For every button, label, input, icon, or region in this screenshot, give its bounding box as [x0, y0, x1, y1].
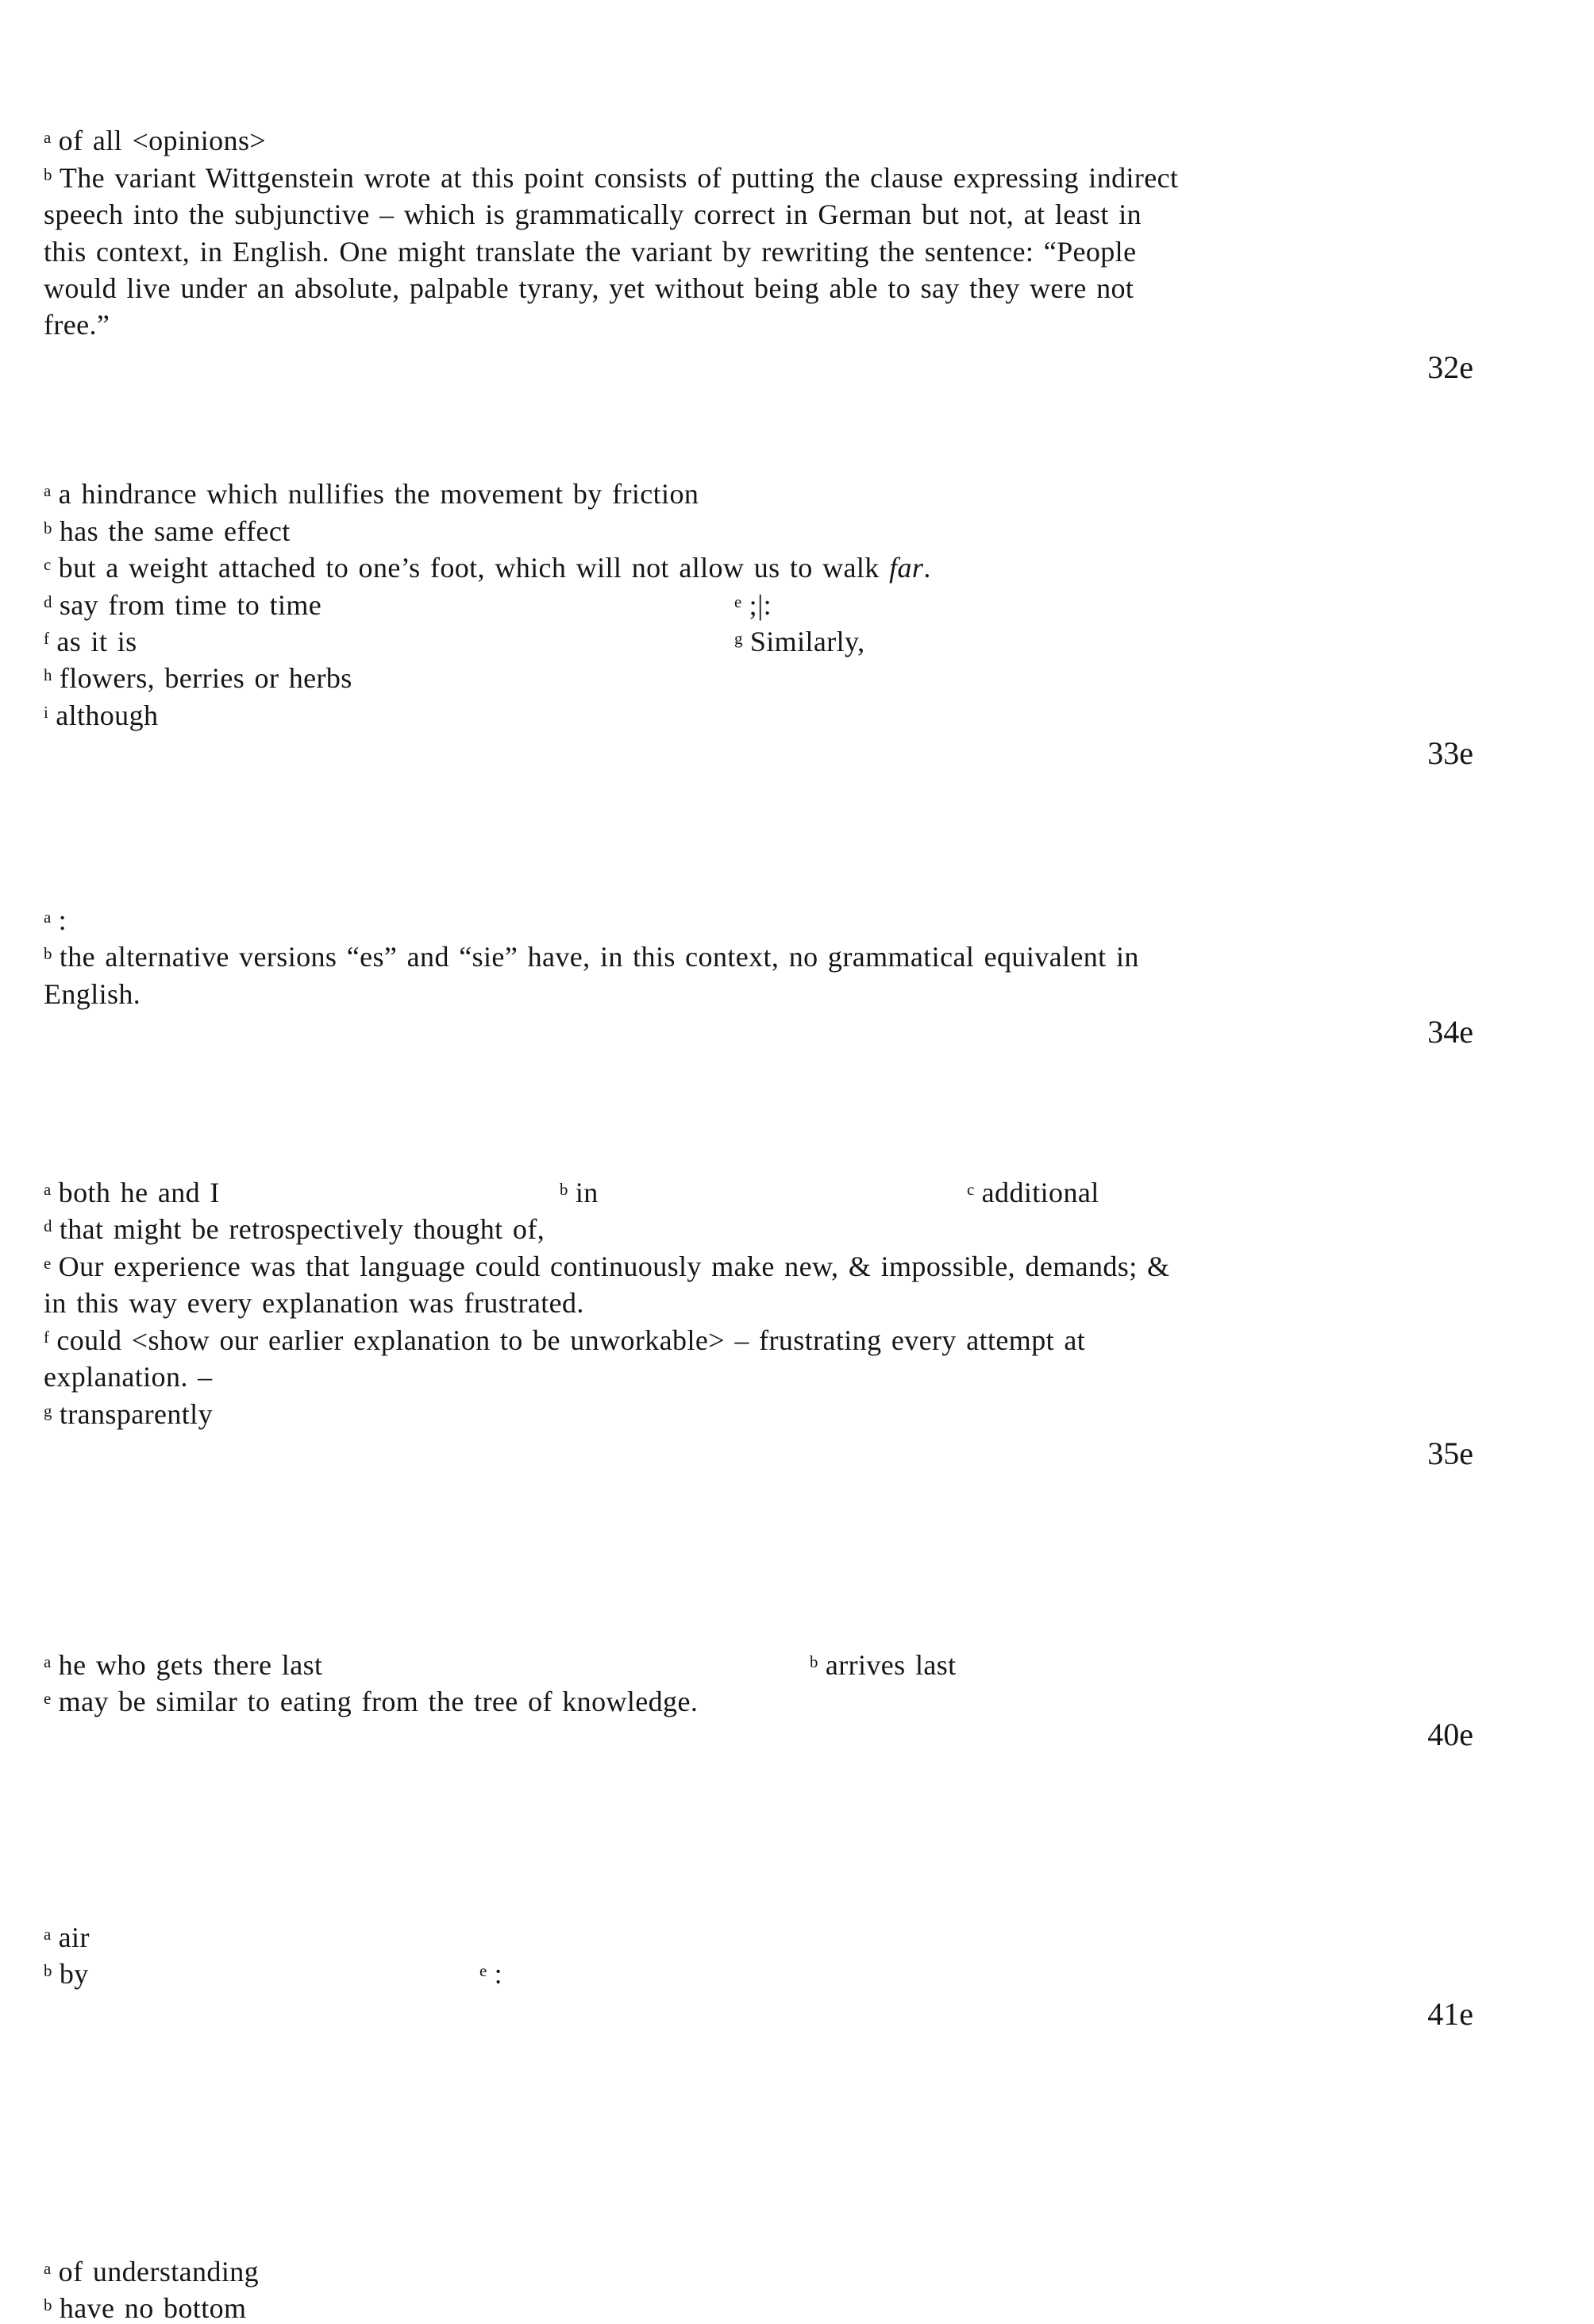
- note-text: ;|:: [749, 589, 772, 621]
- footnote-line: [44, 126, 266, 155]
- footnote-line: [44, 164, 1178, 192]
- note-text: air: [58, 1921, 90, 1953]
- footnote-line: [44, 1958, 503, 1990]
- note-text: may be similar to eating from the tree of knowledge.: [58, 1686, 699, 1717]
- footnote-line: [44, 1252, 1169, 1281]
- note-mid-segment: [967, 1178, 1099, 1207]
- note-letter: a: [44, 481, 52, 501]
- note-letter: c: [967, 1180, 975, 1200]
- note-letter: d: [44, 1216, 52, 1236]
- note-text: in this way every explanation was frustrated.: [44, 1287, 584, 1319]
- note-text: that might be retrospectively thought of,: [59, 1213, 545, 1245]
- note-text: .: [923, 552, 931, 584]
- note-text: transparently: [59, 1398, 213, 1430]
- footnote-line: [44, 1649, 957, 1681]
- footnote-line: [44, 2294, 246, 2322]
- footnote-line: [44, 310, 110, 339]
- note-text: by: [59, 1958, 89, 1990]
- note-letter: b: [44, 165, 52, 185]
- note-text: both he and I: [58, 1177, 220, 1208]
- page-number: 33e: [1427, 735, 1473, 771]
- footnote-line: [44, 274, 1134, 303]
- note-letter: g: [44, 1401, 52, 1421]
- page-number: 35e: [1427, 1436, 1473, 1471]
- footnote-line: [44, 553, 931, 582]
- note-text: have no bottom: [59, 2292, 247, 2324]
- note-letter: a: [44, 908, 52, 927]
- page-number: 34e: [1427, 1014, 1473, 1050]
- footnote-line: [44, 942, 1139, 971]
- note-text: The variant Wittgenstein wrote at this point consists of putting the clause expressing indirect: [59, 162, 1179, 194]
- page-number: 32e: [1427, 349, 1473, 385]
- note-text: although: [56, 700, 159, 731]
- note-text: has the same effect: [59, 515, 291, 547]
- footnote-line: [44, 200, 1142, 229]
- note-text: a hindrance which nullifies the movement by friction: [58, 478, 699, 510]
- note-mid-segment: [734, 627, 865, 656]
- footnote-line: [44, 589, 772, 621]
- note-letter: c: [44, 555, 52, 575]
- note-text: arrives last: [825, 1649, 957, 1681]
- footnote-line: [44, 1400, 213, 1428]
- note-text: speech into the subjunctive – which is grammatically correct in German but not, at least in: [44, 198, 1142, 230]
- note-letter: b: [44, 1961, 52, 1981]
- note-letter: g: [734, 629, 743, 649]
- note-text: Our experience was that language could continuously make new, & impossible, demands; &: [58, 1251, 1170, 1282]
- page-number: 40e: [1427, 1717, 1473, 1752]
- note-text: flowers, berries or herbs: [59, 662, 352, 694]
- footnote-line: [44, 1177, 1099, 1208]
- note-mid-segment: [479, 1960, 502, 1988]
- note-text: but a weight attached to one’s foot, which will not allow us to walk: [58, 552, 890, 584]
- note-letter: e: [479, 1961, 487, 1981]
- note-letter: a: [44, 2259, 52, 2279]
- footnote-line: [44, 1362, 213, 1391]
- note-mid-segment: [560, 1178, 599, 1207]
- note-text: Similarly,: [749, 626, 865, 657]
- note-text: of understanding: [58, 2256, 260, 2287]
- note-letter: b: [810, 1652, 818, 1672]
- note-text: this context, in English. One might translate the variant by rewriting the sentence: “People: [44, 236, 1137, 268]
- note-letter: e: [44, 1254, 52, 1274]
- note-letter: a: [44, 1652, 52, 1672]
- note-text: say from time to time: [59, 589, 322, 621]
- note-letter: d: [44, 592, 52, 612]
- note-letter: b: [560, 1180, 568, 1200]
- note-letter: f: [44, 629, 50, 649]
- footnote-line: [44, 701, 158, 730]
- note-text: in: [575, 1177, 599, 1208]
- footnote-line: [44, 237, 1136, 266]
- note-text: :: [58, 904, 67, 936]
- note-letter: b: [44, 2295, 52, 2315]
- footnote-line: [44, 1687, 698, 1716]
- note-letter: i: [44, 703, 49, 723]
- footnote-line: [44, 980, 141, 1008]
- footnote-line: [44, 1326, 1085, 1355]
- note-letter: e: [44, 1689, 52, 1709]
- footnote-line: [44, 480, 699, 508]
- footnote-line: [44, 906, 67, 935]
- footnote-line: [44, 1289, 584, 1317]
- note-mid-segment: [810, 1651, 957, 1679]
- note-letter: f: [44, 1328, 50, 1347]
- note-text: :: [494, 1958, 503, 1990]
- note-text: as it is: [56, 626, 137, 657]
- note-letter: a: [44, 1925, 52, 1944]
- note-letter: b: [44, 518, 52, 538]
- footnote-line: [44, 626, 865, 657]
- note-text: could <show our earlier explanation to be unworkable> – frustrating every attempt at: [56, 1324, 1086, 1356]
- note-mid-segment: [734, 591, 772, 619]
- note-text: English.: [44, 978, 141, 1010]
- note-letter: e: [734, 592, 742, 612]
- note-text-italic: far: [889, 552, 924, 584]
- note-text: of all <opinions>: [58, 125, 267, 156]
- note-letter: a: [44, 128, 52, 148]
- note-text: additional: [981, 1177, 1099, 1208]
- note-letter: h: [44, 665, 52, 685]
- page-number: 41e: [1427, 1996, 1473, 2032]
- footnote-line: [44, 517, 291, 545]
- note-text: explanation. –: [44, 1361, 213, 1393]
- footnote-line: [44, 664, 352, 692]
- note-text: he who gets there last: [58, 1649, 323, 1681]
- footnote-line: [44, 1923, 90, 1952]
- footnote-line: [44, 1215, 545, 1243]
- note-letter: a: [44, 1180, 52, 1200]
- note-letter: b: [44, 944, 52, 964]
- footnote-line: [44, 2257, 259, 2286]
- note-text: the alternative versions “es” and “sie” have, in this context, no grammatical equivalent in: [59, 941, 1139, 973]
- note-text: would live under an absolute, palpable tyrany, yet without being able to say they were not: [44, 272, 1134, 304]
- note-text: free.”: [44, 309, 110, 341]
